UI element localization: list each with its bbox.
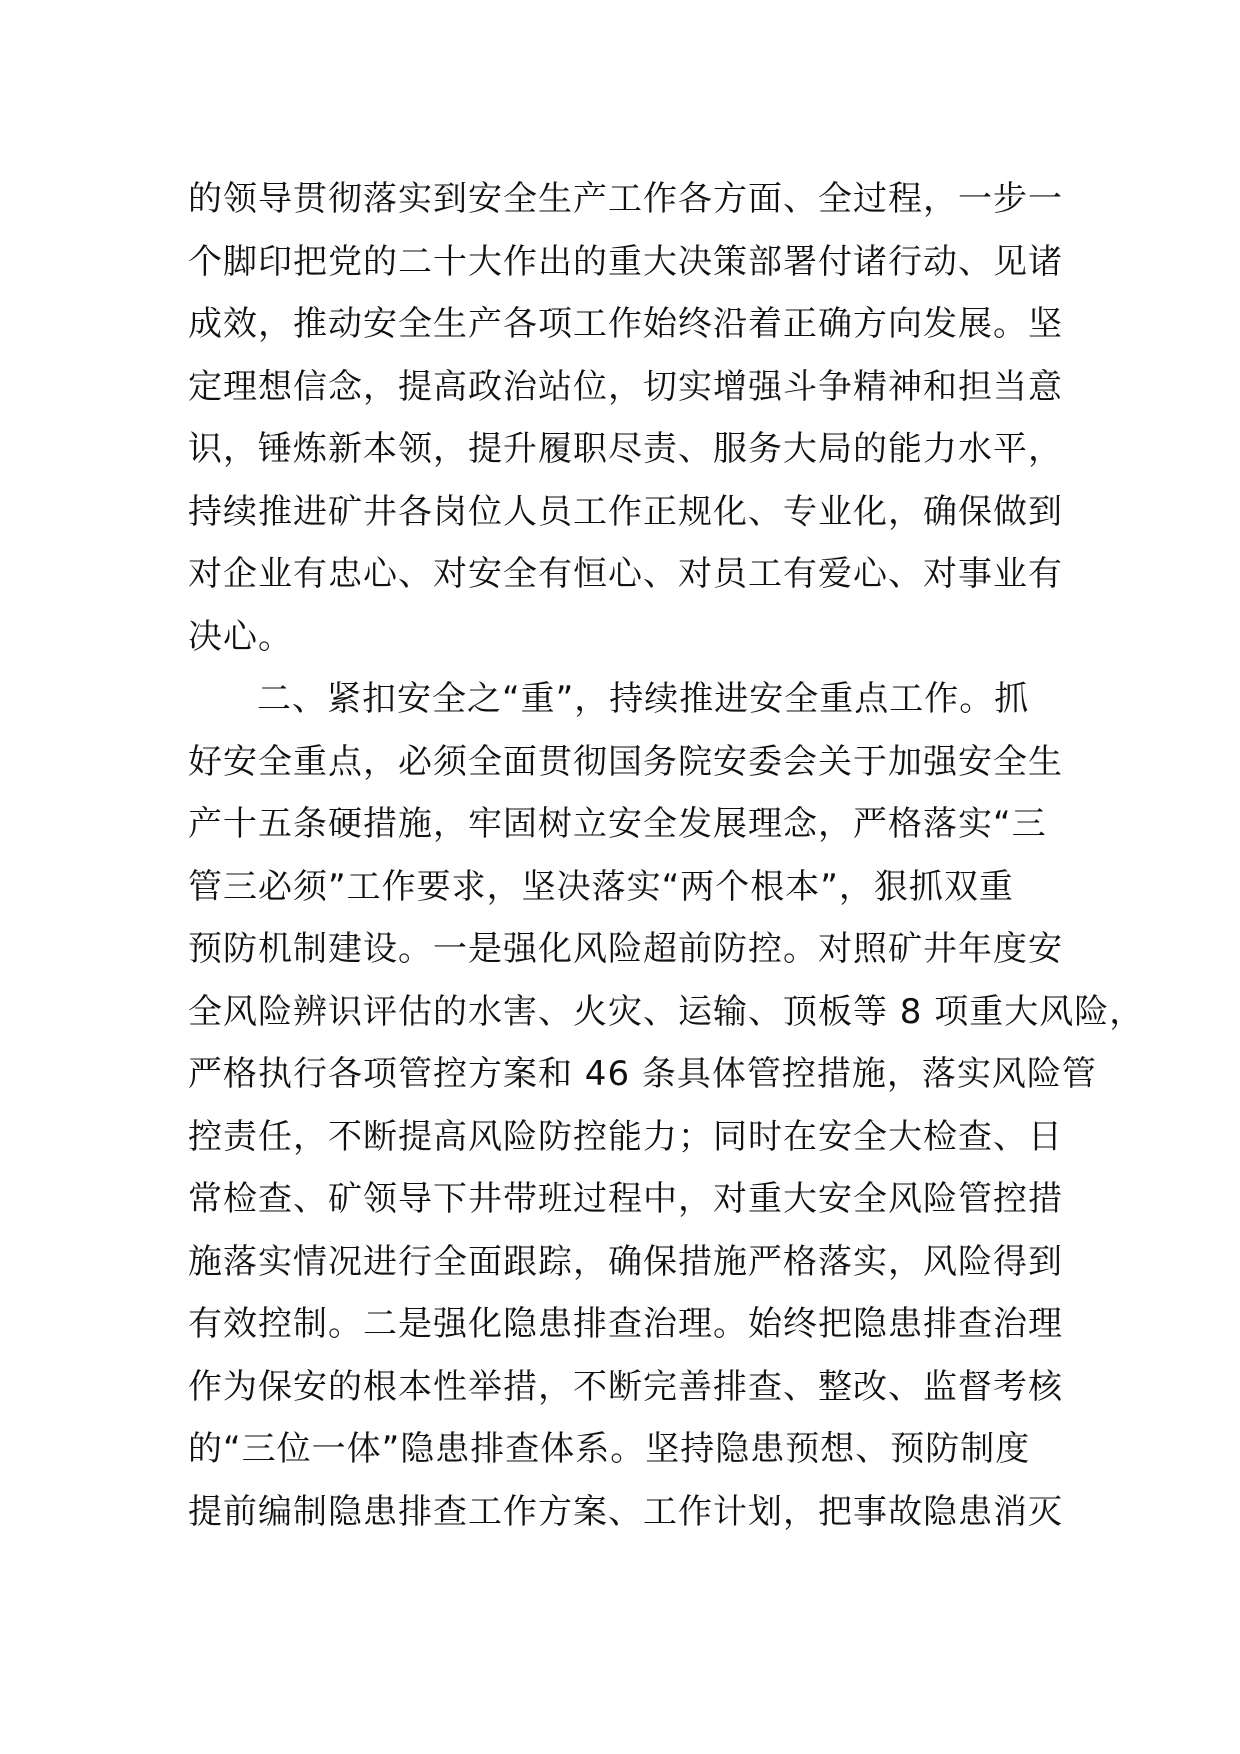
text-line: 个脚印把党的二十大作出的重大决策部署付诸行动、见诸 <box>188 241 1063 282</box>
text-line: 的“三位一体”隐患排查体系。坚持隐患预想、预防制度 <box>188 1429 1031 1469</box>
text-line: 产十五条硬措施，牢固树立安全发展理念，严格落实“三 <box>188 804 1047 844</box>
body-text <box>188 168 1145 1543</box>
text-line: 有效控制。二是强化隐患排查治理。始终把隐患排查治理 <box>188 1304 1063 1344</box>
text-line: 提前编制隐患排查工作方案、工作计划，把事故隐患消灭 <box>188 1491 1063 1532</box>
text-line: 施落实情况进行全面跟踪，确保措施严格落实，风险得到 <box>188 1241 1063 1282</box>
text-line: 的领导贯彻落实到安全生产工作各方面、全过程，一步一 <box>188 179 1063 219</box>
text-line: 预防机制建设。一是强化风险超前防控。对照矿井年度安 <box>188 929 1063 969</box>
section-heading-line: 二、紧扣安全之“重”，持续推进安全重点工作。抓 <box>257 679 1030 719</box>
text-line: 成效，推动安全生产各项工作始终沿着正确方向发展。坚 <box>188 304 1063 344</box>
text-line: 控责任，不断提高风险防控能力；同时在安全大检查、日 <box>188 1116 1063 1157</box>
text-line: 全风险辨识评估的水害、火灾、运输、顶板等 8 项重大风险， <box>188 991 1145 1032</box>
text-line: 管三必须”工作要求，坚决落实“两个根本”，狠抓双重 <box>188 866 1014 907</box>
text-line: 持续推进矿井各岗位人员工作正规化、专业化，确保做到 <box>188 491 1063 532</box>
text-line: 常检查、矿领导下井带班过程中，对重大安全风险管控措 <box>188 1179 1063 1219</box>
text-line: 严格执行各项管控方案和 46 条具体管控措施，落实风险管 <box>188 1054 1097 1094</box>
text-line: 识，锤炼新本领，提升履职尽责、服务大局的能力水平， <box>188 429 1063 469</box>
text-line: 作为保安的根本性举措，不断完善排查、整改、监督考核 <box>188 1366 1063 1407</box>
text-line: 对企业有忠心、对安全有恒心、对员工有爱心、对事业有 <box>188 554 1063 594</box>
text-line: 定理想信念，提高政治站位，切实增强斗争精神和担当意 <box>188 366 1063 407</box>
text-line: 决心。 <box>188 616 293 657</box>
text-line: 好安全重点，必须全面贯彻国务院安委会关于加强安全生 <box>188 741 1063 782</box>
